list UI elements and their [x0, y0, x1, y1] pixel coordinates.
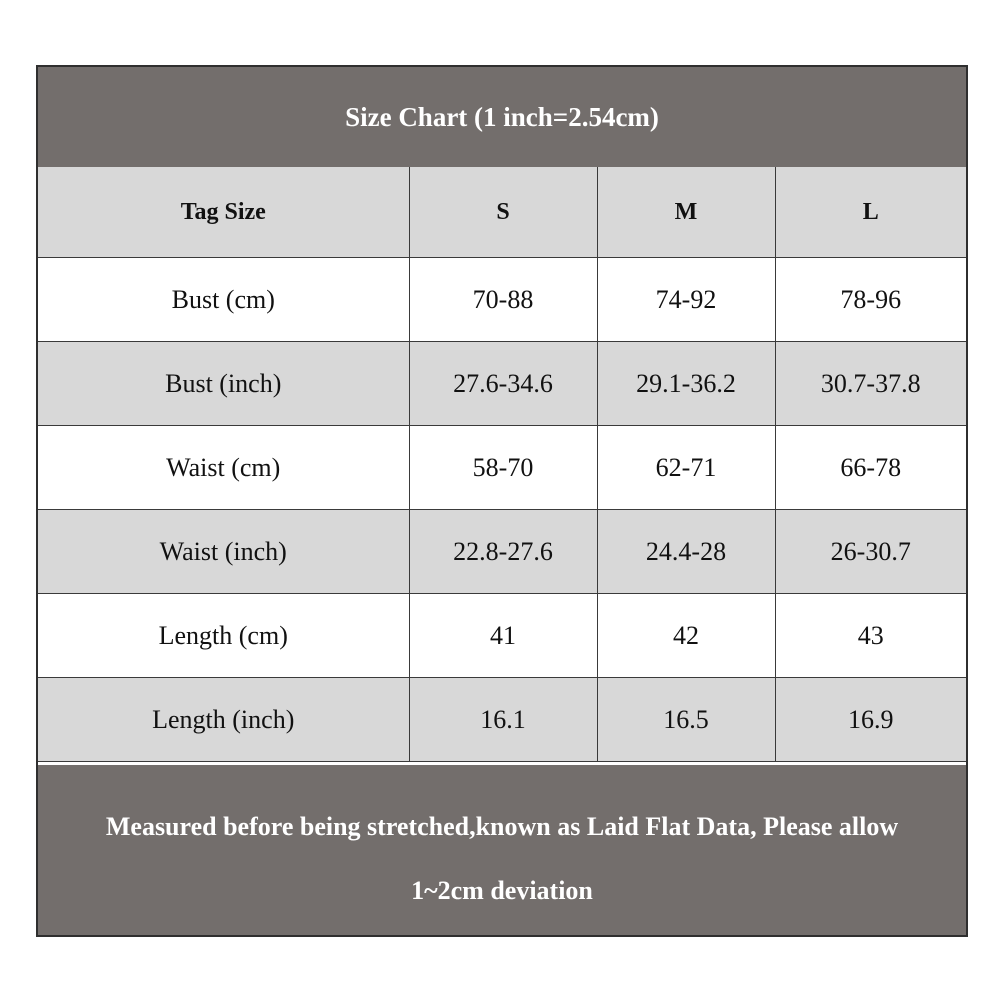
table-cell: 16.5 [597, 678, 775, 762]
table-row [38, 594, 966, 678]
table-cell: 22.8-27.6 [409, 510, 597, 594]
size-table [38, 167, 966, 762]
table-cell: 30.7-37.8 [775, 342, 966, 426]
row-label: Length (cm) [38, 594, 409, 678]
table-cell: 58-70 [409, 426, 597, 510]
table-row [38, 342, 966, 426]
measurement-note-line-1: Measured before being stretched,known as Laid Flat Data, Please allow [105, 812, 899, 841]
table-header-row [38, 167, 966, 258]
table-row [38, 258, 966, 342]
table-cell: 27.6-34.6 [409, 342, 597, 426]
table-cell: 41 [409, 594, 597, 678]
table-cell: 16.9 [775, 678, 966, 762]
table-cell: 62-71 [597, 426, 775, 510]
table-cell: 29.1-36.2 [597, 342, 775, 426]
row-label: Bust (inch) [38, 342, 409, 426]
table-cell: 26-30.7 [775, 510, 966, 594]
header-cell-s: S [409, 167, 597, 258]
table-cell: 66-78 [775, 426, 966, 510]
row-label: Length (inch) [38, 678, 409, 762]
table-cell: 43 [775, 594, 966, 678]
measurement-note-line-2: 1~2cm deviation [411, 876, 593, 905]
header-cell-l: L [775, 167, 966, 258]
table-row [38, 678, 966, 762]
table-cell: 16.1 [409, 678, 597, 762]
table-cell: 78-96 [775, 258, 966, 342]
table-cell: 24.4-28 [597, 510, 775, 594]
table-cell: 74-92 [597, 258, 775, 342]
row-label: Bust (cm) [38, 258, 409, 342]
header-cell-m: M [597, 167, 775, 258]
measurement-note [38, 765, 966, 935]
row-label: Waist (inch) [38, 510, 409, 594]
chart-title: Size Chart (1 inch=2.54cm) [38, 67, 966, 167]
table-row [38, 426, 966, 510]
table-cell: 70-88 [409, 258, 597, 342]
table-cell: 42 [597, 594, 775, 678]
header-cell-tag-size: Tag Size [38, 167, 409, 258]
table-row [38, 510, 966, 594]
row-label: Waist (cm) [38, 426, 409, 510]
size-chart [36, 65, 968, 937]
